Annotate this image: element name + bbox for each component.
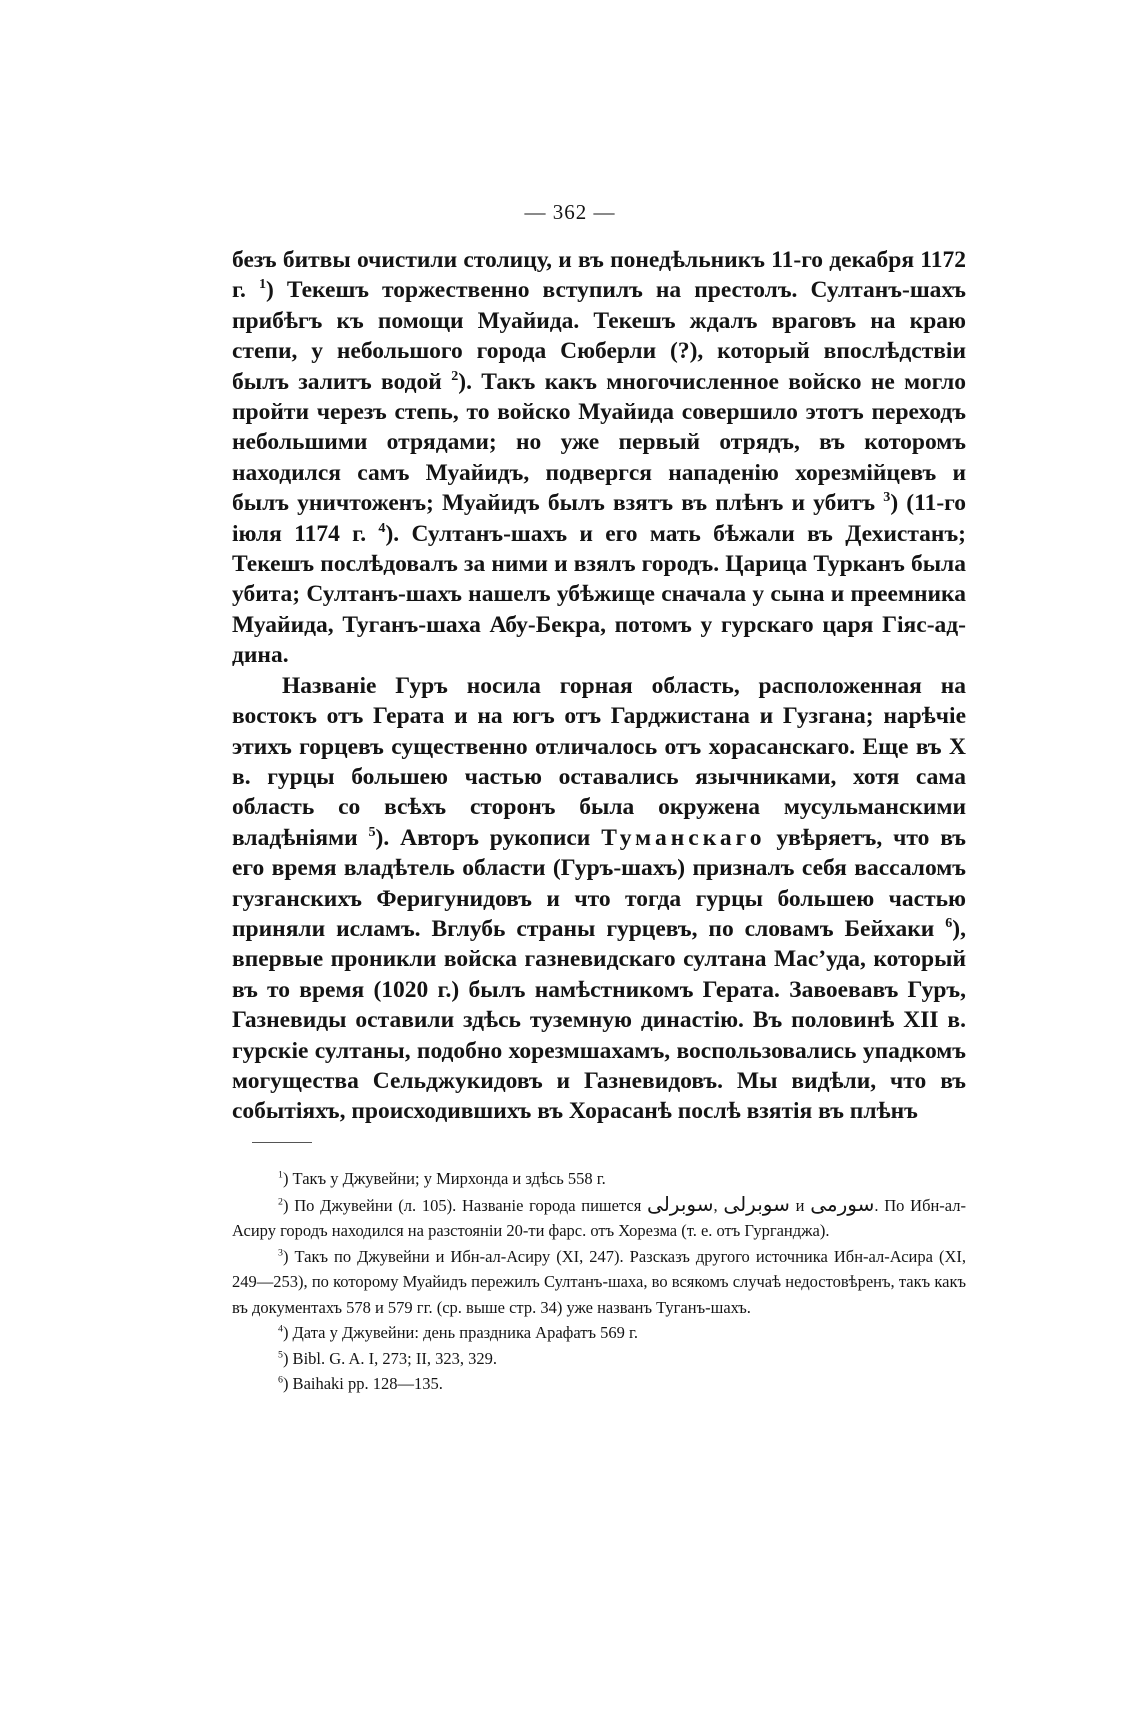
text-run: безъ битвы очистили столицу, и въ понедѣльникъ 11-го декабря 1172 г. (232, 247, 966, 304)
footnote-ref: 6 (278, 1374, 283, 1386)
footnote-ref: 3 (278, 1247, 283, 1258)
text-run: ), впервые проникли войска газневидскаго султана Мас’уда, который въ то время (1020 г.) былъ намѣстникомъ Герата. Завоевавъ Гуръ, Газневиды оставили здѣсь туземную династію. Въ половинѣ XII в. гурскіе султаны, подобно хорезмшахамъ, воспользовались упадкомъ могущества Сельджукидовъ и Газневидовъ. Мы видѣли, что въ событіяхъ, происходившихъ въ Хорасанѣ послѣ взятія въ плѣнъ (232, 915, 966, 1125)
text-run: ). Султанъ-шахъ и его мать бѣжали въ Дехистанъ; Текешъ послѣдовалъ за ними и взялъ городъ. Царица Турканъ была убита; Султанъ-шахъ нашелъ убѣжище сначала у сына и преемника Муайида, Туганъ-шаха Абу-Бекра, потомъ у гурскаго царя Гіяс-ад-дина. (232, 520, 966, 669)
footnote-ref: 6 (945, 915, 953, 932)
arabic-spelling: سوبرلی (647, 1191, 714, 1216)
text-run: ) Baihaki pp. 128—135. (282, 1374, 443, 1393)
text-run: . По Ибн-ал-Асиру городъ находился на разстояніи 20-ти фарс. отъ Хорезма (т. е. отъ Гурганджа). (232, 1195, 966, 1240)
footnote-ref: 1 (258, 276, 266, 293)
footnote-ref: 5 (278, 1349, 283, 1360)
arabic-spelling: سورمى (810, 1191, 875, 1216)
arabic-spelling: سوبرلى (723, 1191, 790, 1216)
text-run: ) Такъ у Джувейни; у Мирхонда и здѣсь 558 г. (282, 1169, 606, 1188)
text-run: ). Авторъ рукописи (375, 824, 602, 851)
footnote (232, 1320, 966, 1346)
text-run: ). Такъ какъ многочисленное войско не могло пройти черезъ степь, то войско Муайида совершило этотъ переходъ небольшими отрядами; но уже первый отрядъ, въ которомъ находился самъ Муайидъ, подвергся нападенію хорезмійцевъ и былъ уничтоженъ; Муайидъ былъ взятъ въ плѣнъ и убитъ (232, 368, 967, 517)
footnote-separator (252, 1142, 312, 1143)
text-run: увѣряетъ, что въ его время владѣтель области (Гуръ-шахъ) призналъ себя вассаломъ гузганскихъ Феригунидовъ и что тогда гурцы большею частью приняли исламъ. Вглубь страны гурцевъ, по словамъ Бейхаки (232, 824, 966, 942)
footnote-ref: 4 (378, 519, 386, 536)
text-run: ) Bibl. G. A. I, 273; II, 323, 329. (282, 1348, 497, 1368)
main-text (232, 245, 966, 1127)
footnote-ref: 5 (368, 823, 376, 840)
footnote-ref: 1 (278, 1169, 283, 1181)
footnote (232, 1346, 966, 1372)
footnote (232, 1166, 966, 1192)
footnote-ref: 2 (451, 367, 459, 384)
text-run: ) (11-го іюля 1174 г. (232, 490, 966, 547)
footnotes (232, 1166, 966, 1397)
emphasized-name: Туманскаго (601, 824, 766, 851)
footnote (232, 1371, 966, 1397)
text-run: Названіе Гуръ носила горная область, расположенная на востокъ отъ Герата и на югъ отъ Гарджистана и Гузгана; нарѣчіе этихъ горцевъ существенно отличалось отъ хорасанскаго. Еще въ X в. гурцы большею частью оставались язычниками, хотя сама область со всѣхъ сторонъ была окружена мусульманскими владѣніями (232, 672, 966, 851)
footnote-ref: 4 (278, 1323, 283, 1335)
text-run: ) По Джувейни (л. 105). Названіе города пишется (282, 1195, 648, 1215)
text-run: и (789, 1195, 811, 1215)
text-run: ) Такъ по Джувейни и Ибн-ал-Асиру (XI, 247). Разсказъ другого источника Ибн-ал-Асира (XI, 249—253), по которому Муайидъ пережилъ Султанъ-шаха, во всякомъ случаѣ недостовѣренъ, такъ какъ въ документахъ 578 и 579 гг. (ср. выше стр. 34) уже названъ Туганъ-шахъ. (232, 1246, 966, 1317)
footnote-ref: 3 (883, 489, 891, 506)
page-number: — 362 — (524, 200, 616, 224)
text-run: , (713, 1195, 724, 1215)
footnote (232, 1244, 966, 1321)
paragraph (232, 671, 966, 1127)
paragraph (232, 245, 966, 671)
text-run: ) Текешъ торжественно вступилъ на престолъ. Султанъ-шахъ прибѣгъ къ помощи Муайида. Текешъ ждалъ враговъ на краю степи, у небольшого города Сюберли (?), который впослѣдствіи былъ залитъ водой (232, 277, 966, 395)
footnote (232, 1192, 966, 1244)
footnote-ref: 2 (278, 1196, 283, 1207)
text-run: ) Дата у Джувейни: день праздника Арафатъ 569 г. (282, 1323, 639, 1342)
